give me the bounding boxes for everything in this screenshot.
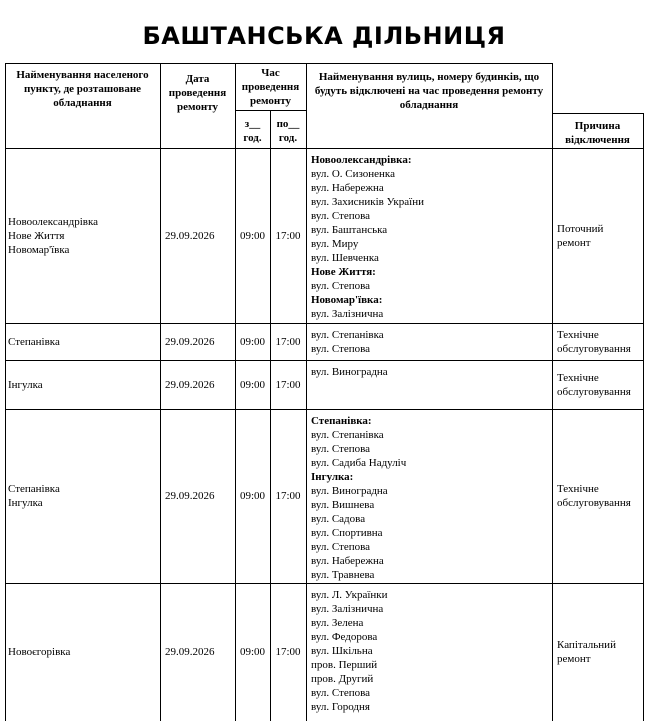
table-border [160,63,161,721]
streets-cell [311,365,549,379]
reason-cell-line: ремонт [557,237,591,249]
street-item: вул. Степова [311,343,371,355]
reason-cell-line: Технічне [557,483,599,495]
town-heading: Інгулка: [311,471,354,483]
reason-cell [557,371,642,399]
time-to-cell: 17:00 [275,379,301,391]
reason-cell-line: ремонт [557,653,591,665]
reason-cell [557,328,642,356]
street-item: вул. Степова [311,443,371,455]
time-from-cell: 09:00 [239,490,266,502]
street-item: вул. Степова [311,280,371,292]
time-to-cell: 17:00 [275,230,301,242]
settlement-cell-line: Нове Життя [8,230,65,242]
settlement-cell [8,378,157,392]
table-border [5,323,643,324]
street-item: вул. Травнева [311,569,375,581]
street-item: вул. Виноградна [311,366,388,378]
table-border [552,63,553,721]
table-border [552,113,643,114]
reason-cell-line: обслуговування [557,386,631,398]
reason-cell-line: Поточний [557,223,604,235]
date-cell: 29.09.2026 [165,336,215,348]
town-heading: Новоолександрівка: [311,154,412,166]
street-item: вул. Федорова [311,631,378,643]
street-item: вул. Степанівка [311,429,384,441]
street-item: вул. Виноградна [311,485,388,497]
street-item: вул. Миру [311,238,359,250]
table-border [235,63,236,721]
streets-cell [311,328,549,356]
street-item: вул. Степанівка [311,329,384,341]
street-item: вул. Л. Українки [311,589,388,601]
street-item: пров. Перший [311,659,378,671]
streets-cell [311,588,549,714]
reason-cell [557,222,642,250]
header-from: з__ год. [243,118,262,144]
street-item: вул. Залізнична [311,308,384,320]
settlement-cell [8,482,157,510]
reason-cell-line: Технічне [557,372,599,384]
time-to-cell: 17:00 [275,646,301,658]
street-item: вул. Шкільна [311,645,373,657]
header-date: Дата проведення ремонту [168,73,227,113]
reason-cell [557,638,642,666]
settlement-cell-line: Новоолександрівка [8,216,99,228]
street-item: вул. Садова [311,513,366,525]
date-cell: 29.09.2026 [165,379,215,391]
settlement-cell [8,215,157,257]
street-item: вул. Набережна [311,182,384,194]
street-item: вул. Степова [311,210,371,222]
time-from-cell: 09:00 [239,230,266,242]
street-item: вул. Городня [311,701,370,713]
table-border [643,113,644,721]
settlement-cell-line: Інгулка [8,497,43,509]
table-border [5,63,6,721]
street-item: вул. Степова [311,687,371,699]
street-item: вул. Садиба Надуліч [311,457,407,469]
date-cell: 29.09.2026 [165,646,215,658]
reason-cell [557,482,642,510]
table-border [5,583,643,584]
table-border [5,63,552,64]
reason-cell-line: обслуговування [557,343,631,355]
header-settlement: Найменування населеного пункту, де розташоване обладнання [16,69,149,109]
settlement-cell-line: Степанівка [8,336,60,348]
date-cell: 29.09.2026 [165,490,215,502]
settlement-cell-line: Інгулка [8,379,43,391]
header-reason: Причина відключення [565,120,630,146]
street-item: вул. Шевченка [311,252,379,264]
street-item: вул. О. Сизоненка [311,168,395,180]
table-border [5,148,643,149]
page-title: БАШТАНСЬКА ДІЛЬНИЦЯ [142,22,506,50]
town-heading: Новомар'ївка: [311,294,383,306]
settlement-cell-line: Степанівка [8,483,60,495]
settlement-cell [8,645,157,659]
time-from-cell: 09:00 [239,336,266,348]
time-from-cell: 09:00 [239,379,266,391]
street-item: вул. Набережна [311,555,384,567]
header-time: Час проведення ремонту [241,67,300,107]
header-streets: Найменування вулиць, номеру будинків, що будуть відключені на час проведення ремонту обладнання [314,71,544,111]
reason-cell-line: обслуговування [557,497,631,509]
street-item: вул. Вишнева [311,499,375,511]
time-to-cell: 17:00 [275,336,301,348]
street-item: вул. Баштанська [311,224,388,236]
street-item: вул. Зелена [311,617,364,629]
streets-cell [311,414,549,582]
street-item: вул. Залізнична [311,603,384,615]
table-border [5,360,643,361]
town-heading: Степанівка: [311,415,372,427]
street-item: вул. Степова [311,541,371,553]
street-item: вул. Захисників України [311,196,424,208]
table-border [270,110,271,721]
settlement-cell-line: Новоєгорівка [8,646,71,658]
reason-cell-line: Капітальний [557,639,616,651]
street-item: пров. Другий [311,673,374,685]
time-to-cell: 17:00 [275,490,301,502]
town-heading: Нове Життя: [311,266,376,278]
settlement-cell-line: Новомар'ївка [8,244,70,256]
date-cell: 29.09.2026 [165,230,215,242]
table-border [5,409,643,410]
settlement-cell [8,335,157,349]
time-from-cell: 09:00 [239,646,266,658]
header-to: по__ год. [276,118,300,144]
reason-cell-line: Технічне [557,329,599,341]
table-border [306,63,307,721]
streets-cell [311,153,549,321]
street-item: вул. Спортивна [311,527,383,539]
